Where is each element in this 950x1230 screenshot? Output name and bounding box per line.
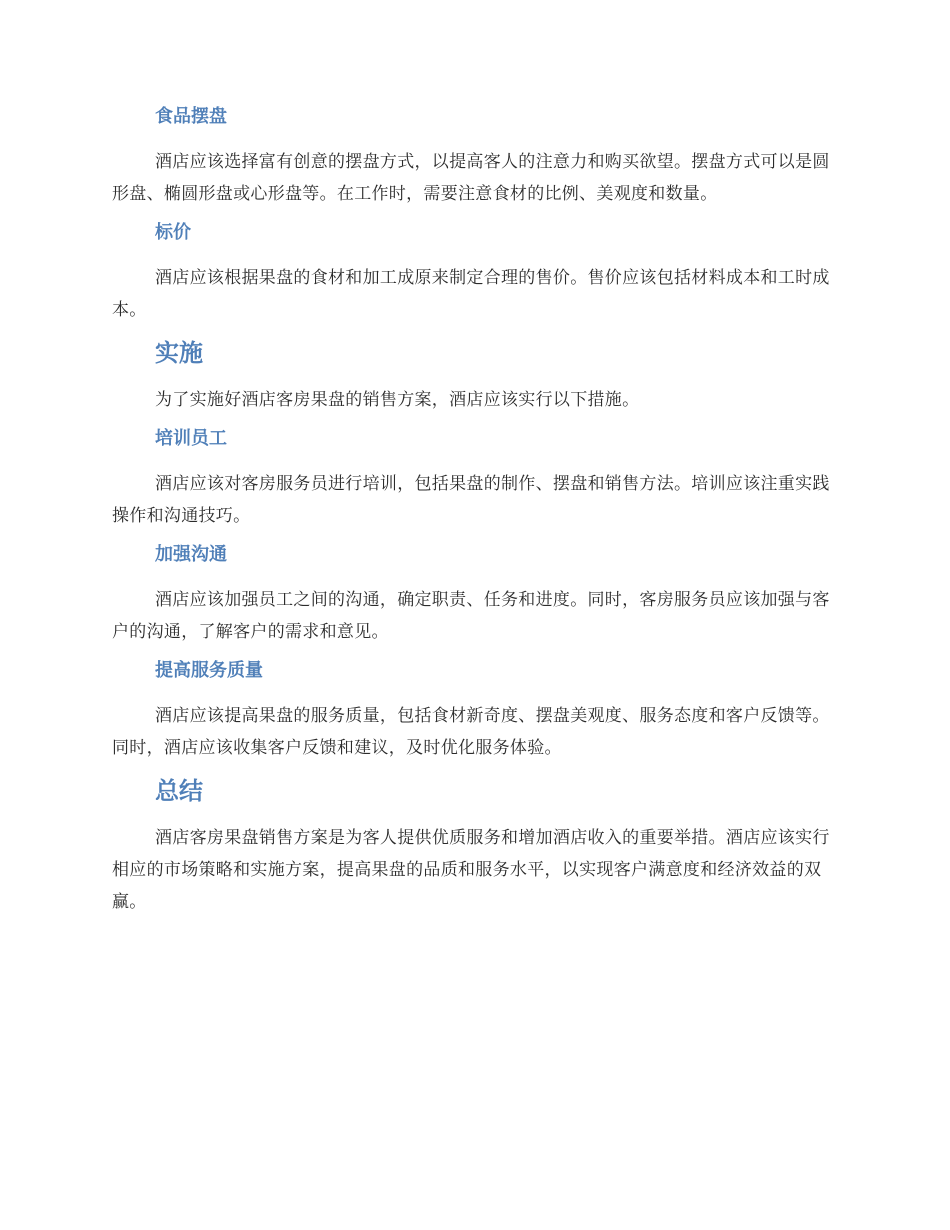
- heading-pricing: 标价: [155, 222, 191, 243]
- paragraph-implementation: 为了实施好酒店客房果盘的销售方案，酒店应该实行以下措施。: [155, 390, 640, 410]
- paragraph-staff-training: 酒店应该对客房服务员进行培训，包括果盘的制作、摆盘和销售方法。培训应该注重实践操作和沟通技巧。: [112, 474, 830, 526]
- heading-communication: 加强沟通: [155, 544, 227, 565]
- heading-food-plating: 食品摆盘: [155, 106, 227, 127]
- paragraph-communication: 酒店应该加强员工之间的沟通，确定职责、任务和进度。同时，客房服务员应该加强与客户的沟通，了解客户的需求和意见。: [112, 590, 830, 642]
- heading-implementation: 实施: [155, 339, 203, 367]
- paragraph-pricing: 酒店应该根据果盘的食材和加工成原来制定合理的售价。售价应该包括材料成本和工时成本。: [112, 268, 830, 320]
- paragraph-service-quality: 酒店应该提高果盘的服务质量，包括食材新奇度、摆盘美观度、服务态度和客户反馈等。同时，酒店应该收集客户反馈和建议，及时优化服务体验。: [112, 706, 830, 758]
- heading-service-quality: 提高服务质量: [155, 660, 263, 681]
- paragraph-food-plating: 酒店应该选择富有创意的摆盘方式，以提高客人的注意力和购买欲望。摆盘方式可以是圆形盘、椭圆形盘或心形盘等。在工作时，需要注意食材的比例、美观度和数量。: [112, 152, 830, 204]
- document-body: [112, 104, 840, 928]
- heading-staff-training: 培训员工: [155, 428, 227, 449]
- paragraph-summary: 酒店客房果盘销售方案是为客人提供优质服务和增加酒店收入的重要举措。酒店应该实行相应的市场策略和实施方案，提高果盘的品质和服务水平，以实现客户满意度和经济效益的双赢。: [112, 828, 830, 912]
- heading-summary: 总结: [155, 777, 203, 805]
